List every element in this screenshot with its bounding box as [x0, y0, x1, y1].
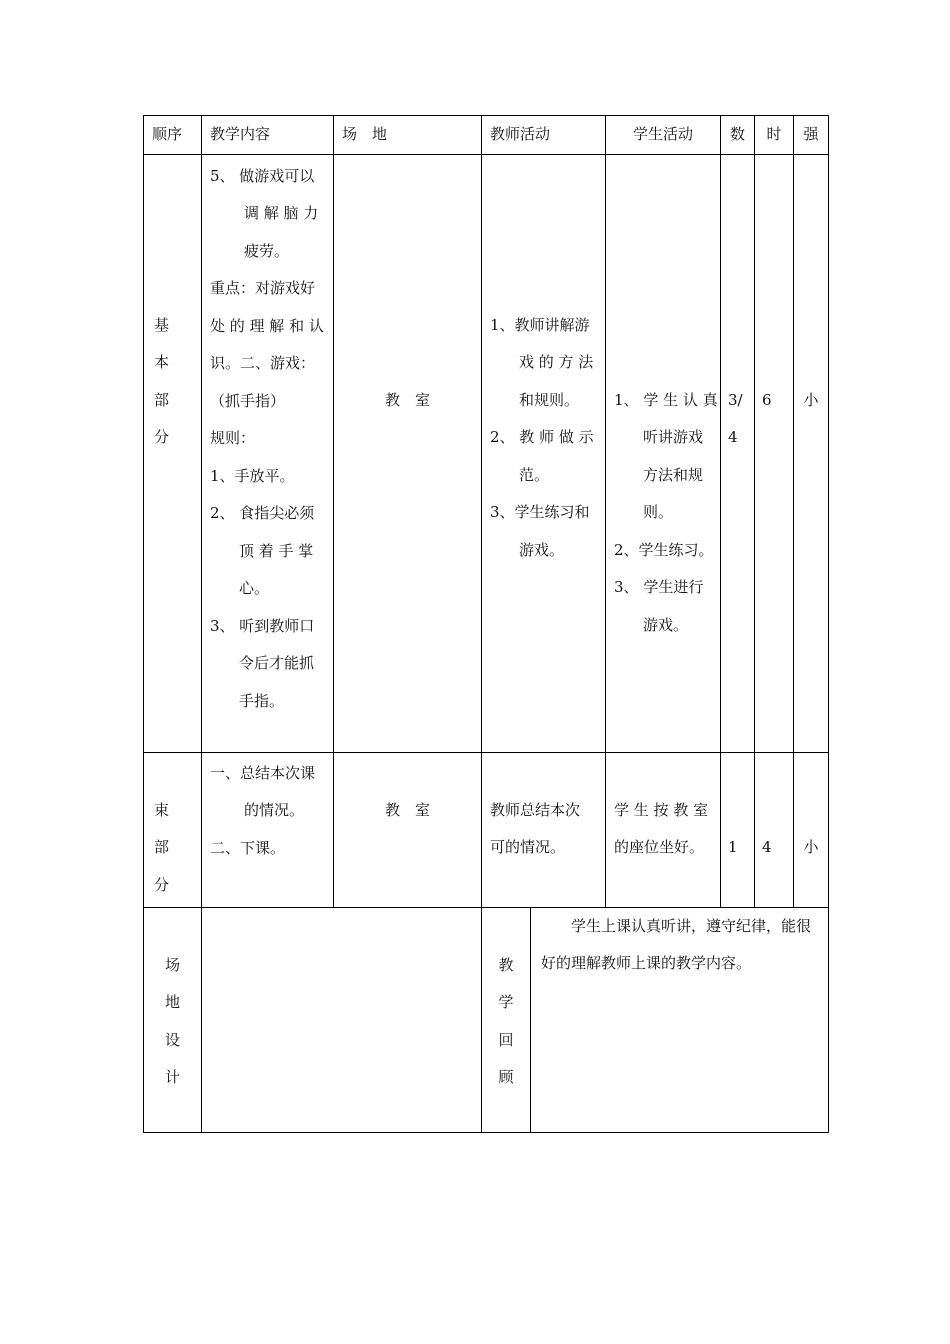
- header-venue: 场 地: [334, 116, 482, 155]
- ending-count: 1: [721, 752, 755, 907]
- basic-teacher-activity: 1、教师讲解游 戏 的 方 法 和规则。 2、 教 师 做 示 范。 3、学生练习和 游戏。: [482, 154, 606, 752]
- venue-design-area: [202, 907, 482, 1132]
- lesson-plan-table: [143, 115, 829, 1133]
- basic-venue: 教 室: [334, 154, 482, 752]
- header-count: 数: [721, 116, 755, 155]
- ending-time: 4: [755, 752, 794, 907]
- header-time: 时: [755, 116, 794, 155]
- basic-section-label: 基 本 部 分: [144, 154, 202, 752]
- ending-student-activity: 学 生 按 教 室 的座位坐好。: [606, 752, 721, 907]
- basic-student-activity: 1、 学 生 认 真 听讲游戏 方法和规 则。 2、学生练习。 3、 学生进行 游戏。: [606, 154, 721, 752]
- ending-content: 一、总结本次课 的情况。 二、下课。: [202, 752, 334, 907]
- basic-count: 3/ 4: [721, 154, 755, 752]
- ending-section-label: 束 部 分: [144, 752, 202, 907]
- review-text: 学生上课认真听讲，遵守纪律，能很好的理解教师上课的教学内容。: [531, 907, 829, 1132]
- review-label: 教 学 回 顾: [482, 907, 531, 1132]
- ending-section-row: [144, 752, 829, 907]
- ending-intensity: 小: [794, 752, 829, 907]
- header-order: 顺序: [144, 116, 202, 155]
- header-row: [144, 116, 829, 155]
- footer-row: [144, 907, 829, 1132]
- ending-venue: 教 室: [334, 752, 482, 907]
- header-content: 教学内容: [202, 116, 334, 155]
- basic-section-row: [144, 154, 829, 752]
- ending-teacher-activity: 教师总结本次 可的情况。: [482, 752, 606, 907]
- header-intensity: 强: [794, 116, 829, 155]
- header-student: 学生活动: [606, 116, 721, 155]
- basic-time: 6: [755, 154, 794, 752]
- venue-design-label: 场 地 设 计: [144, 907, 202, 1132]
- basic-intensity: 小: [794, 154, 829, 752]
- header-teacher: 教师活动: [482, 116, 606, 155]
- basic-content: 5、 做游戏可以 调 解 脑 力 疲劳。 重点：对游戏好 处 的 理 解 和 认 识。二、游戏： （抓手指） 规则： 1、手放平。 2、 食指尖必须 顶 着 手 掌 心。 3、 听到教师口 令后才能抓 手指。: [202, 154, 334, 752]
